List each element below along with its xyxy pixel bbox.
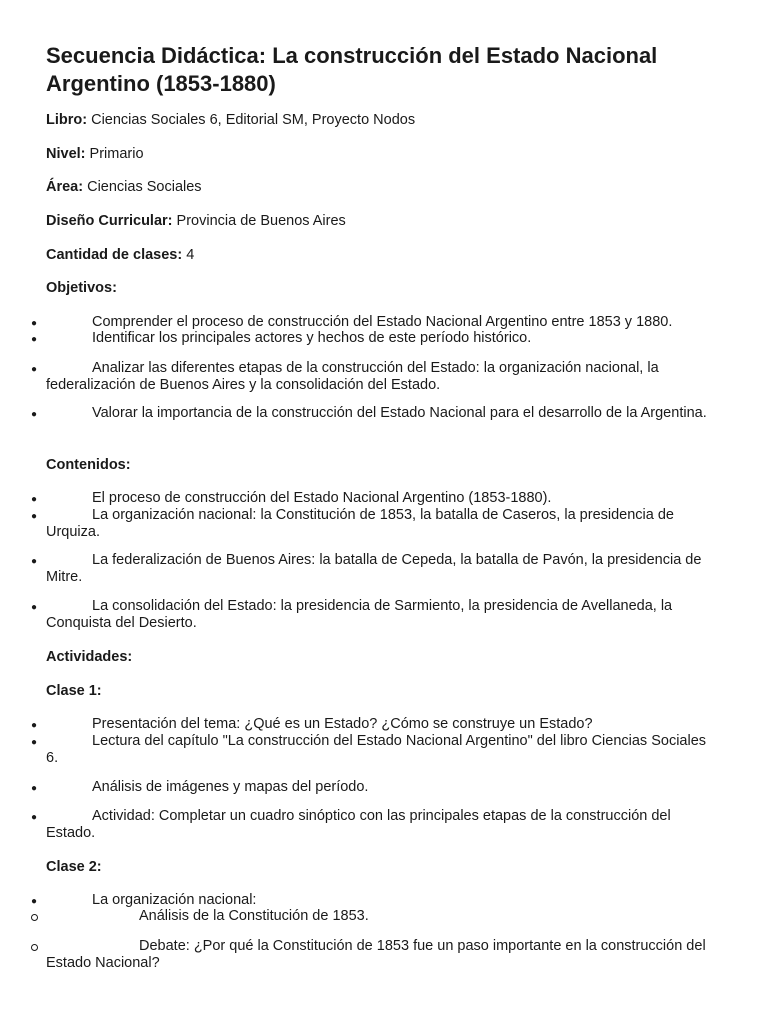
circle-bullet-icon bbox=[31, 914, 38, 921]
section-heading-actividades: Actividades: bbox=[46, 649, 133, 665]
bullet-icon: ● bbox=[31, 511, 38, 522]
list-item-text: La federalización de Buenos Aires: la batalla de Cepeda, la batalla de Pavón, la presidencia de Mitre. bbox=[46, 552, 702, 585]
section-heading-objetivos: Objetivos: bbox=[46, 280, 117, 296]
list-item-text: Analizar las diferentes etapas de la construcción del Estado: la organización nacional, la federalización de Buenos Aires y la consolidación del Estado. bbox=[46, 360, 659, 393]
field-label: Nivel: bbox=[46, 146, 86, 162]
list-item-text: Actividad: Completar un cuadro sinóptico con las principales etapas de la construcción del Estado. bbox=[46, 808, 671, 841]
list-item bbox=[46, 507, 722, 541]
bullet-icon: ● bbox=[31, 409, 38, 420]
field-label: Área: bbox=[46, 179, 84, 195]
bullet-icon: ● bbox=[31, 334, 38, 345]
field-value: Provincia de Buenos Aires bbox=[176, 213, 346, 229]
list-item-text: Valorar la importancia de la construcción del Estado Nacional para el desarrollo de la Argentina. bbox=[92, 405, 707, 421]
bullet-icon: ● bbox=[31, 364, 38, 375]
bullet-icon: ● bbox=[31, 556, 38, 567]
section-heading-clase-2: Clase 2: bbox=[46, 859, 102, 875]
list-item-text: Análisis de la Constitución de 1853. bbox=[139, 908, 369, 924]
section-heading-clase-1: Clase 1: bbox=[46, 683, 102, 699]
list-item bbox=[46, 490, 722, 507]
bullet-icon: ● bbox=[31, 737, 38, 748]
list-item-text: El proceso de construcción del Estado Nacional Argentino (1853-1880). bbox=[92, 490, 552, 506]
list-item-text: Identificar los principales actores y hechos de este período histórico. bbox=[92, 330, 532, 346]
field-label: Diseño Curricular: bbox=[46, 213, 173, 229]
list-item-text: La organización nacional: bbox=[92, 892, 257, 908]
list-item-text: Lectura del capítulo "La construcción del Estado Nacional Argentino" del libro Ciencias Sociales 6. bbox=[46, 733, 707, 766]
list-item bbox=[46, 330, 722, 347]
field-value: Primario bbox=[89, 146, 144, 162]
list-item bbox=[46, 892, 722, 909]
list-item-text: La consolidación del Estado: la presidencia de Sarmiento, la presidencia de Avellaneda, la Conquista del Desierto. bbox=[46, 598, 673, 631]
list-item bbox=[46, 716, 722, 733]
list-item-text: Debate: ¿Por qué la Constitución de 1853 fue un paso importante en la construcción del Estado Nacional? bbox=[46, 938, 706, 971]
bullet-icon: ● bbox=[31, 896, 38, 907]
bullet-icon: ● bbox=[31, 602, 38, 613]
bullet-icon: ● bbox=[31, 720, 38, 731]
list-item bbox=[46, 779, 722, 796]
circle-bullet-icon bbox=[31, 944, 38, 951]
bullet-icon: ● bbox=[31, 783, 38, 794]
bullet-icon: ● bbox=[31, 494, 38, 505]
list-item bbox=[46, 314, 722, 331]
sub-list-item bbox=[46, 908, 722, 925]
field-diseno-curricular bbox=[46, 213, 346, 230]
list-item-text: Comprender el proceso de construcción del Estado Nacional Argentino entre 1853 y 1880. bbox=[92, 314, 673, 330]
field-label: Libro: bbox=[46, 112, 88, 128]
field-value: Ciencias Sociales bbox=[87, 179, 202, 195]
list-item bbox=[46, 405, 722, 422]
bullet-icon: ● bbox=[31, 812, 38, 823]
document-title: Secuencia Didáctica: La construcción del Estado Nacional Argentino (1853-1880) bbox=[46, 43, 658, 96]
section-heading-contenidos: Contenidos: bbox=[46, 457, 131, 473]
field-label: Cantidad de clases: bbox=[46, 247, 183, 263]
field-cantidad-clases bbox=[46, 247, 194, 264]
field-value: Ciencias Sociales 6, Editorial SM, Proyecto Nodos bbox=[91, 112, 416, 128]
list-item-text: Análisis de imágenes y mapas del período. bbox=[92, 779, 369, 795]
field-libro bbox=[46, 112, 415, 129]
field-nivel bbox=[46, 146, 144, 163]
list-item bbox=[46, 808, 722, 842]
list-item bbox=[46, 360, 722, 394]
list-item bbox=[46, 552, 722, 586]
list-item bbox=[46, 733, 722, 767]
list-item-text: La organización nacional: la Constitución de 1853, la batalla de Caseros, la presidencia de Urquiza. bbox=[46, 507, 674, 540]
bullet-icon: ● bbox=[31, 318, 38, 329]
field-value: 4 bbox=[186, 247, 195, 263]
list-item bbox=[46, 598, 722, 632]
list-item-text: Presentación del tema: ¿Qué es un Estado? ¿Cómo se construye un Estado? bbox=[92, 716, 593, 732]
field-area bbox=[46, 179, 202, 196]
sub-list-item bbox=[46, 938, 722, 972]
